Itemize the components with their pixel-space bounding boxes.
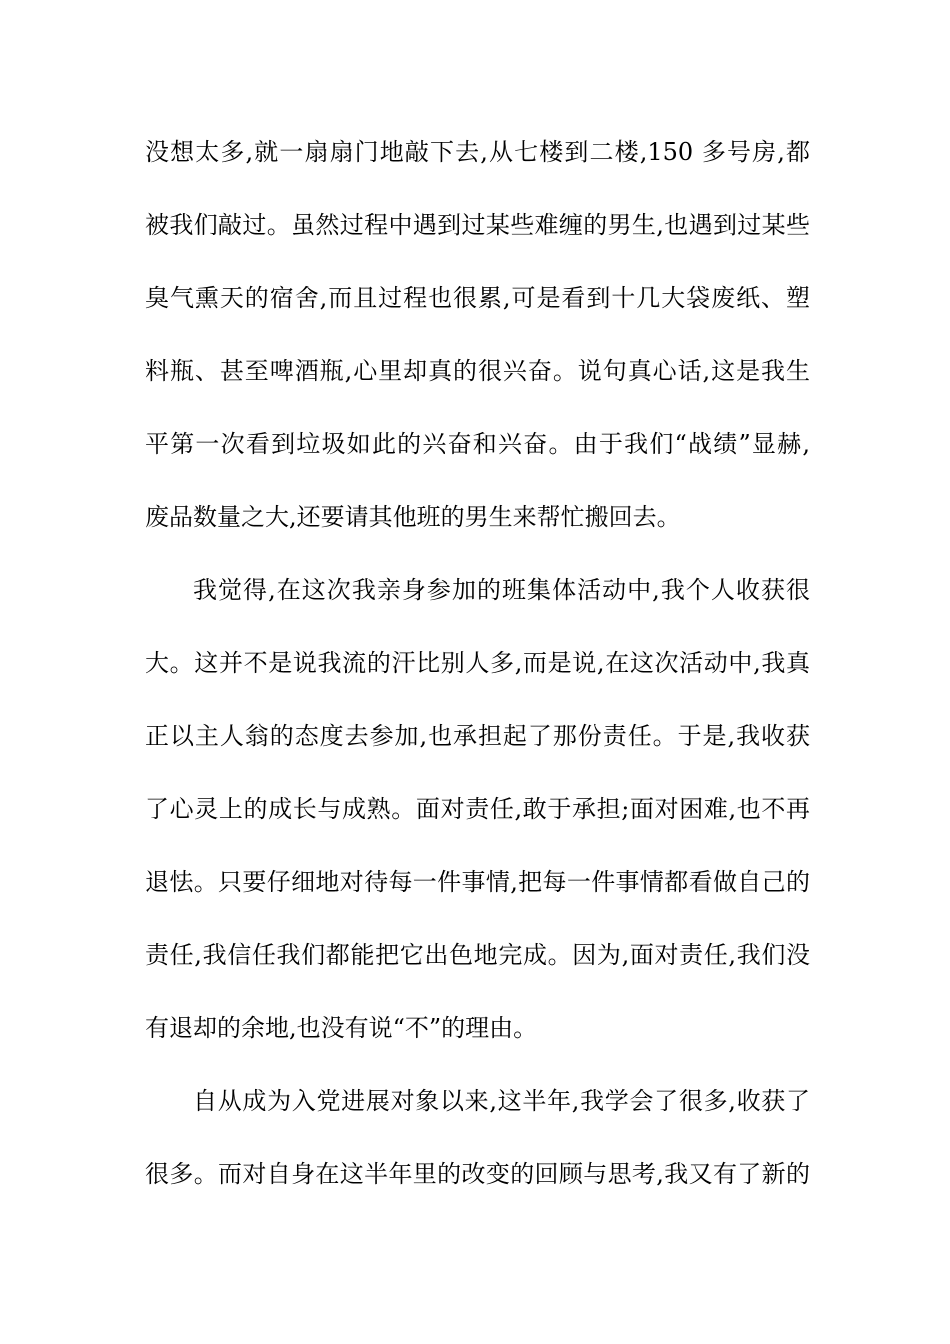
text-line: 废品数量之大,还要请其他班的男生来帮忙搬回去。: [145, 503, 681, 531]
text-line: 料瓶、甚至啤酒瓶,心里却真的很兴奋。说句真心话,这是我生: [145, 357, 810, 385]
text-line: 了心灵上的成长与成熟。面对责任,敢于承担;面对困难,也不再: [145, 795, 810, 823]
text-line: 我觉得,在这次我亲身参加的班集体活动中,我个人收获很: [193, 576, 810, 604]
text-line: 责任,我信任我们都能把它出色地完成。因为,面对责任,我们没: [145, 941, 810, 969]
text-line: 退怯。只要仔细地对待每一件事情,把每一件事情都看做自己的: [145, 868, 810, 896]
text-line: 平第一次看到垃圾如此的兴奋和兴奋。由于我们“战绩”显赫,: [145, 430, 810, 458]
text-line: 很多。而对自身在这半年里的改变的回顾与思考,我又有了新的: [145, 1160, 810, 1188]
paragraph-1: [145, 126, 810, 564]
text-line: 被我们敲过。虽然过程中遇到过某些难缠的男生,也遇到过某些: [145, 211, 810, 239]
text-line: 大。这并不是说我流的汗比别人多,而是说,在这次活动中,我真: [145, 649, 810, 677]
text-line: 有退却的余地,也没有说“不”的理由。: [145, 1014, 538, 1042]
text-line: 自从成为入党进展对象以来,这半年,我学会了很多,收获了: [193, 1087, 810, 1115]
paragraph-3: [145, 1075, 810, 1221]
document-body: [145, 126, 810, 1221]
text-line: 臭气熏天的宿舍,而且过程也很累,可是看到十几大袋废纸、塑: [145, 284, 810, 312]
paragraph-2: [145, 564, 810, 1075]
text-line: 正以主人翁的态度去参加,也承担起了那份责任。于是,我收获: [145, 722, 810, 750]
text-line: 没想太多,就一扇扇门地敲下去,从七楼到二楼,150 多号房,都: [145, 138, 810, 166]
